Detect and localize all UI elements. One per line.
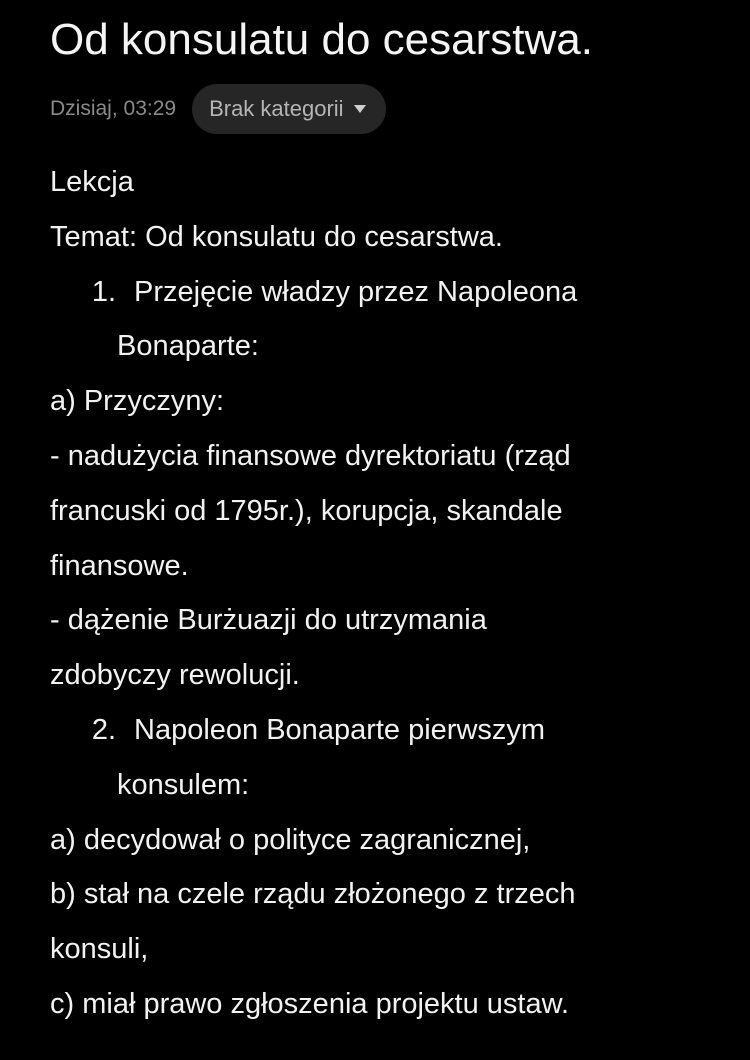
body-line: - nadużycia finansowe dyrektoriatu (rząd <box>50 439 571 472</box>
list-item-text: Napoleon Bonaparte pierwszym <box>134 713 546 746</box>
note-body[interactable] <box>50 155 730 1032</box>
body-line: a) Przyczyny: <box>50 385 225 418</box>
list-item <box>50 265 730 320</box>
body-line: - dążenie Burżuazji do utrzymania <box>50 604 487 637</box>
category-dropdown[interactable] <box>192 84 386 134</box>
caret-down-icon <box>354 105 366 113</box>
body-line: b) stał na czele rządu złożonego z trzech <box>50 878 576 911</box>
note-title[interactable]: Od konsulatu do cesarstwa. <box>50 15 593 64</box>
list-item-text: Przejęcie władzy przez Napoleona <box>134 275 578 308</box>
body-line: Lekcja <box>50 166 134 198</box>
body-line: c) miał prawo zgłoszenia projektu ustaw. <box>50 987 570 1020</box>
list-item-number: 2. <box>91 713 116 746</box>
list-item-number: 1. <box>91 275 116 308</box>
body-line: Bonaparte: <box>117 330 259 363</box>
body-line: francuski od 1795r.), korupcja, skandale <box>50 494 563 527</box>
body-line: zdobyczy rewolucji. <box>50 659 300 692</box>
body-line: konsuli, <box>50 933 149 966</box>
body-line: finansowe. <box>50 549 189 582</box>
note-meta <box>50 84 386 134</box>
body-line: a) decydował o polityce zagranicznej, <box>50 823 531 856</box>
list-item <box>50 703 730 758</box>
category-label: Brak kategorii <box>209 96 344 121</box>
note-date: Dzisiaj, 03:29 <box>50 97 177 120</box>
body-line: Temat: Od konsulatu do cesarstwa. <box>50 220 503 253</box>
body-line: konsulem: <box>117 768 250 801</box>
